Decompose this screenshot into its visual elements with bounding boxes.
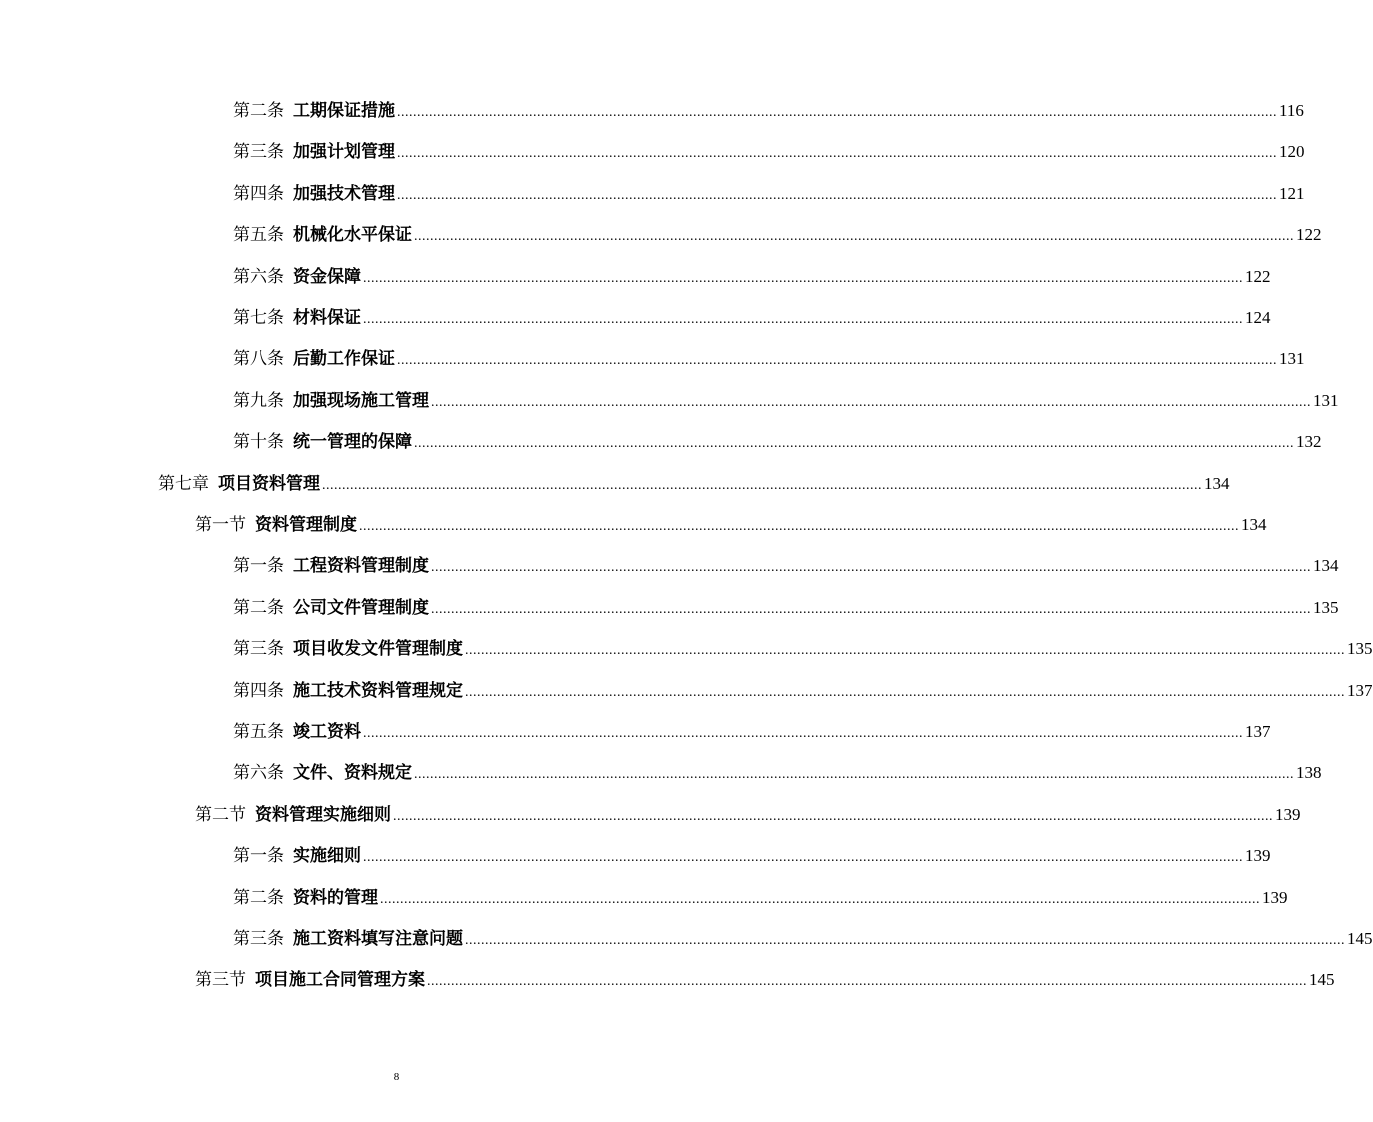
toc-dot-leader: ............................................................................................................................................................................................................................ <box>363 726 1243 741</box>
toc-entry-title: 加强计划管理 <box>293 142 395 163</box>
toc-entry-number: 第七条 <box>233 308 284 328</box>
toc-entry-page: 145 <box>1309 970 1335 990</box>
toc-entry-title: 项目资料管理 <box>218 473 320 494</box>
toc-entry[interactable] <box>233 303 1271 329</box>
toc-entry-page: 145 <box>1347 929 1373 948</box>
toc-entry-number: 第三节 <box>195 970 246 991</box>
toc-entry[interactable] <box>233 96 1304 122</box>
toc-entry-title: 后勤工作保证 <box>293 349 395 370</box>
toc-entry[interactable] <box>233 427 1322 453</box>
toc-dot-leader: ............................................................................................................................................................................................................................ <box>380 891 1260 907</box>
toc-entry[interactable] <box>233 179 1305 205</box>
toc-entry-page: 134 <box>1313 556 1339 576</box>
toc-entry[interactable] <box>233 676 1373 702</box>
toc-entry-title: 施工技术资料管理规定 <box>293 680 463 701</box>
toc-entry-title: 竣工资料 <box>293 722 361 742</box>
toc-dot-leader: ............................................................................................................................................................................................................................ <box>397 353 1277 369</box>
toc-entry[interactable] <box>195 800 1301 826</box>
toc-dot-leader: ............................................................................................................................................................................................................................ <box>414 229 1294 245</box>
toc-entry-title: 资料的管理 <box>293 887 378 908</box>
toc-entry[interactable] <box>233 883 1288 909</box>
toc-entry-title: 项目收发文件管理制度 <box>293 639 463 660</box>
toc-entry-page: 137 <box>1245 722 1271 741</box>
toc-entry-number: 第二条 <box>233 101 284 121</box>
toc-entry-page: 139 <box>1275 804 1301 824</box>
toc-entry-page: 122 <box>1245 266 1271 286</box>
toc-entry-title: 文件、资料规定 <box>293 763 412 784</box>
toc-dot-leader: ............................................................................................................................................................................................................................ <box>363 850 1243 866</box>
toc-dot-leader: ............................................................................................................................................................................................................................ <box>431 560 1311 576</box>
toc-entry-page: 134 <box>1241 515 1267 534</box>
toc-entry-title: 施工资料填写注意问题 <box>293 929 463 949</box>
toc-entry-number: 第一节 <box>195 515 246 535</box>
toc-entry-page: 137 <box>1347 680 1373 700</box>
toc-entry-number: 第二条 <box>233 597 284 618</box>
toc-entry-title: 加强技术管理 <box>293 183 395 204</box>
toc-entry-page: 131 <box>1279 349 1305 369</box>
toc-entry-number: 第五条 <box>233 225 284 246</box>
toc-dot-leader: ............................................................................................................................................................................................................................ <box>397 187 1277 203</box>
toc-entry[interactable] <box>195 965 1335 991</box>
toc-entry-title: 公司文件管理制度 <box>293 597 429 618</box>
toc-dot-leader: ............................................................................................................................................................................................................................ <box>397 146 1277 162</box>
toc-dot-leader: ............................................................................................................................................................................................................................ <box>431 601 1311 617</box>
toc-entry-number: 第三条 <box>233 929 284 949</box>
toc-entry-page: 131 <box>1313 390 1339 410</box>
toc-entry-number: 第十条 <box>233 432 284 453</box>
toc-dot-leader: ............................................................................................................................................................................................................................ <box>359 519 1239 534</box>
toc-entry-title: 资料管理实施细则 <box>255 804 391 825</box>
toc-dot-leader: ............................................................................................................................................................................................................................ <box>431 394 1311 410</box>
toc-entry[interactable] <box>233 717 1271 743</box>
toc-entry-page: 116 <box>1279 101 1304 120</box>
toc-entry[interactable] <box>233 551 1339 577</box>
toc-entry-title: 机械化水平保证 <box>293 225 412 246</box>
toc-entry-title: 加强现场施工管理 <box>293 390 429 411</box>
toc-entry-title: 实施细则 <box>293 846 361 867</box>
toc-dot-leader: ............................................................................................................................................................................................................................ <box>465 933 1345 948</box>
toc-entry-number: 第六条 <box>233 763 284 784</box>
toc-entry-page: 139 <box>1245 846 1271 866</box>
toc-entry-title: 工程资料管理制度 <box>293 556 429 577</box>
toc-entry-number: 第四条 <box>233 680 284 701</box>
toc-entry-number: 第五条 <box>233 722 284 742</box>
toc-entry-page: 135 <box>1347 639 1373 659</box>
toc-entry-page: 138 <box>1296 763 1322 783</box>
toc-entry-title: 项目施工合同管理方案 <box>255 970 425 991</box>
toc-entry-title: 材料保证 <box>293 308 361 328</box>
toc-dot-leader: ............................................................................................................................................................................................................................ <box>414 436 1294 452</box>
toc-entry[interactable] <box>233 137 1305 163</box>
toc-entry-number: 第六条 <box>233 266 284 287</box>
toc-entry-number: 第一条 <box>233 556 284 577</box>
toc-entry-title: 统一管理的保障 <box>293 432 412 453</box>
toc-entry-number: 第一条 <box>233 846 284 867</box>
toc-dot-leader: ............................................................................................................................................................................................................................ <box>393 808 1273 824</box>
toc-dot-leader: ............................................................................................................................................................................................................................ <box>414 767 1294 783</box>
toc-dot-leader: ............................................................................................................................................................................................................................ <box>363 270 1243 286</box>
toc-entry-page: 134 <box>1204 473 1230 493</box>
toc-entry-title: 资金保障 <box>293 266 361 287</box>
toc-entry[interactable] <box>233 841 1271 867</box>
toc-entry-number: 第三条 <box>233 639 284 660</box>
toc-entry-number: 第二节 <box>195 804 246 825</box>
toc-entry-number: 第七章 <box>158 473 209 494</box>
toc-entry-title: 工期保证措施 <box>293 101 395 121</box>
toc-entry-page: 121 <box>1279 183 1305 203</box>
toc-dot-leader: ............................................................................................................................................................................................................................ <box>397 105 1277 120</box>
toc-entry-number: 第四条 <box>233 183 284 204</box>
toc-entry[interactable] <box>233 634 1373 660</box>
toc-entry[interactable] <box>233 593 1339 619</box>
toc-entry-page: 132 <box>1296 432 1322 452</box>
toc-entry[interactable] <box>233 220 1322 246</box>
toc-entry-number: 第二条 <box>233 887 284 908</box>
toc-dot-leader: ............................................................................................................................................................................................................................ <box>465 684 1345 700</box>
toc-entry[interactable] <box>158 469 1230 495</box>
toc-entry[interactable] <box>233 386 1339 412</box>
toc-entry[interactable] <box>233 262 1271 288</box>
toc-entry-title: 资料管理制度 <box>255 515 357 535</box>
toc-entry-number: 第八条 <box>233 349 284 370</box>
toc-entry-page: 139 <box>1262 887 1288 907</box>
toc-dot-leader: ............................................................................................................................................................................................................................ <box>322 477 1202 493</box>
toc-entry[interactable] <box>233 758 1322 784</box>
toc-dot-leader: ............................................................................................................................................................................................................................ <box>465 643 1345 659</box>
toc-entry-page: 124 <box>1245 308 1271 327</box>
toc-dot-leader: ............................................................................................................................................................................................................................ <box>427 974 1307 990</box>
toc-entry-page: 120 <box>1279 142 1305 162</box>
toc-entry[interactable] <box>195 510 1267 536</box>
page-number: 8 <box>393 1071 400 1083</box>
toc-dot-leader: ............................................................................................................................................................................................................................ <box>363 312 1243 327</box>
toc-entry-number: 第三条 <box>233 142 284 163</box>
toc-entry[interactable] <box>233 344 1305 370</box>
toc-entry-number: 第九条 <box>233 390 284 411</box>
toc-entry-page: 135 <box>1313 597 1339 617</box>
toc-entry[interactable] <box>233 924 1373 950</box>
toc-entry-page: 122 <box>1296 225 1322 245</box>
